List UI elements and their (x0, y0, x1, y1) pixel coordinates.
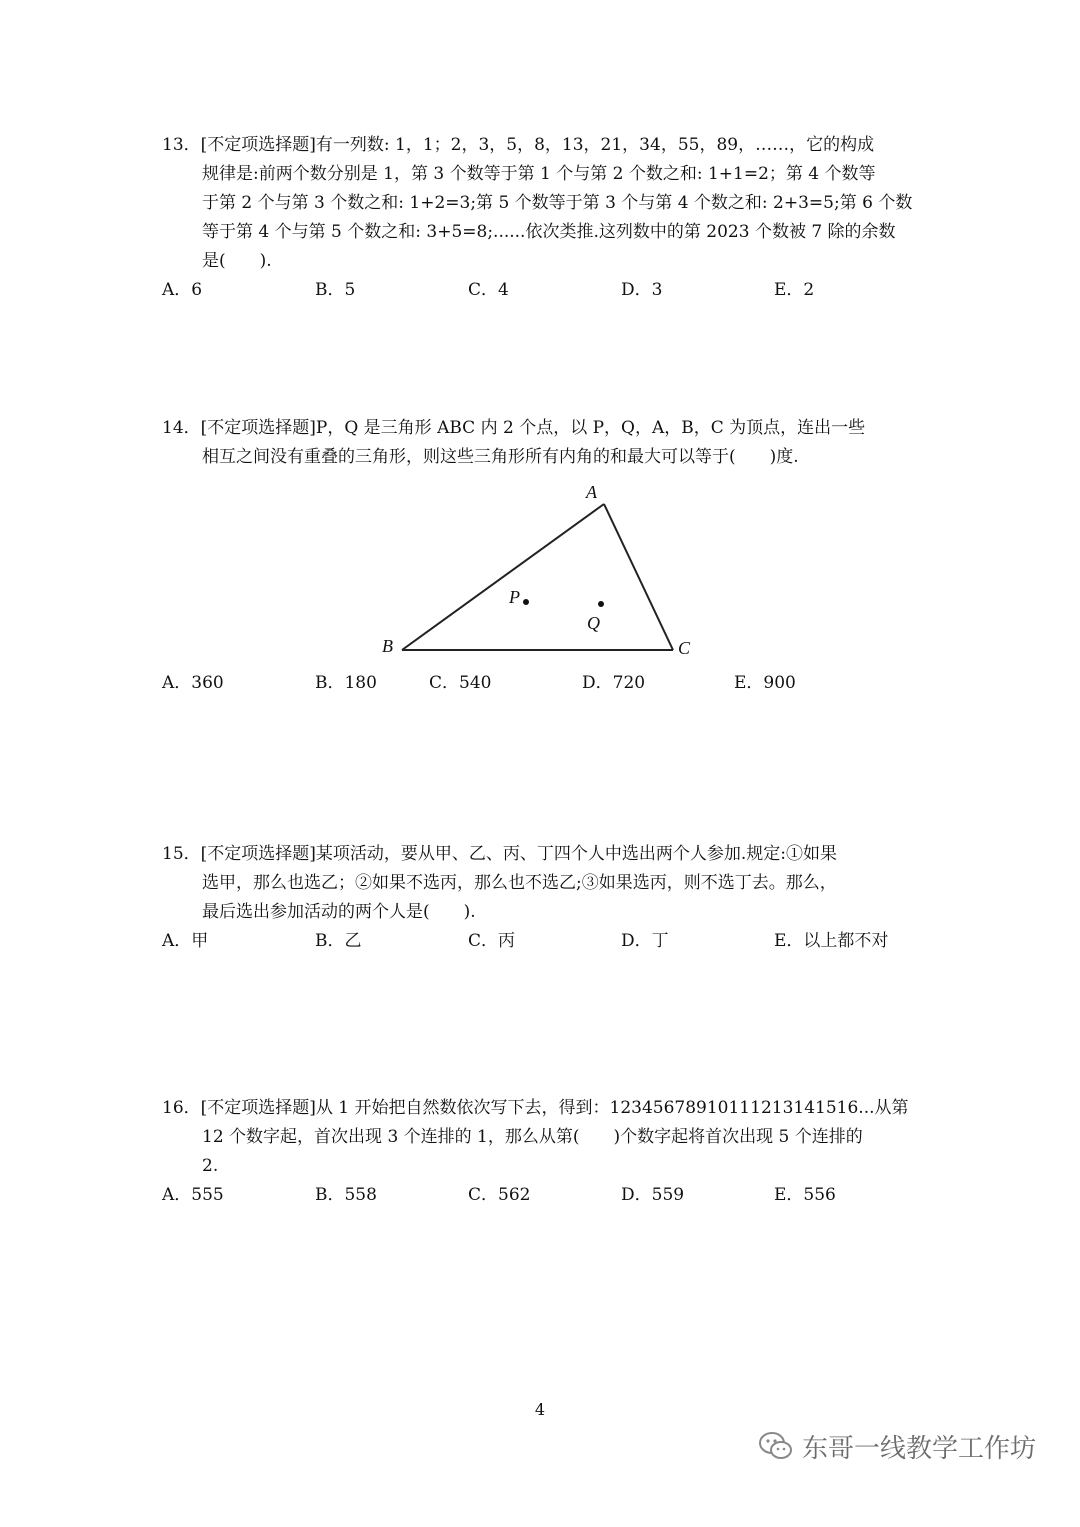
question-13-option-c[interactable]: C．4 (468, 280, 509, 300)
question-15-option-e[interactable]: E．以上都不对 (774, 931, 889, 951)
question-15-line-2: 选甲，那么也选乙；②如果不选丙，那么也不选乙;③如果选丙，则不选丁去。那么， (202, 873, 837, 893)
question-13-line-2: 规律是:前两个数分别是 1，第 3 个数等于第 1 个与第 2 个数之和: 1+1=2；第 4 个数等 (202, 164, 876, 184)
question-15-option-d[interactable]: D．丁 (621, 931, 669, 951)
question-14-options-wrap (162, 669, 922, 698)
question-13-option-a[interactable]: A．6 (162, 280, 203, 300)
watermark (758, 1428, 1036, 1464)
label-q: Q (587, 613, 600, 633)
question-16-option-e[interactable]: E．556 (774, 1185, 836, 1205)
question-16-line-2: 12 个数字起，首次出现 3 个连排的 1，那么从第( )个数字起将首次出现 5 个连排的 (202, 1127, 863, 1147)
question-13 (162, 131, 922, 305)
question-13-option-d[interactable]: D．3 (621, 280, 663, 300)
question-16 (162, 1094, 922, 1210)
question-15 (162, 840, 922, 956)
question-16-option-c[interactable]: C．562 (468, 1185, 531, 1205)
question-13-options (162, 276, 922, 305)
question-15-option-b[interactable]: B．乙 (315, 931, 362, 951)
question-14-option-b[interactable]: B．180 (315, 673, 377, 693)
label-a: A (586, 482, 597, 502)
question-14-option-c[interactable]: C．540 (429, 673, 492, 693)
question-13-line-3: 于第 2 个与第 3 个数之和: 1+2=3;第 5 个数等于第 3 个与第 4 个数之和: 2+3=5;第 6 个数 (202, 193, 913, 213)
question-15-options (162, 927, 922, 956)
question-14-option-d[interactable]: D．720 (582, 673, 646, 693)
question-15-option-c[interactable]: C．丙 (468, 931, 516, 951)
question-15-line-3: 最后选出参加活动的两个人是( ). (202, 902, 476, 922)
edge-ab (402, 504, 604, 650)
question-16-option-d[interactable]: D．559 (621, 1185, 685, 1205)
question-16-option-a[interactable]: A．555 (162, 1185, 224, 1205)
question-13-option-e[interactable]: E．2 (774, 280, 815, 300)
question-15-option-a[interactable]: A．甲 (162, 931, 209, 951)
question-14 (162, 414, 922, 472)
question-13-line-1: 13．[不定项选择题]有一列数: 1，1；2，3，5，8，13，21，34，55，89，……，它的构成 (162, 135, 875, 155)
triangle-figure (370, 476, 710, 666)
question-14-options (162, 669, 922, 698)
question-14-line-2: 相互之间没有重叠的三角形，则这些三角形所有内角的和最大可以等于( )度. (202, 447, 799, 467)
label-b: B (382, 636, 393, 656)
question-16-line-1: 16．[不定项选择题]从 1 开始把自然数依次写下去，得到：12345678910111213141516...从第 (162, 1098, 909, 1118)
question-14-option-e[interactable]: E．900 (734, 673, 796, 693)
label-p: P (509, 587, 520, 607)
watermark-text: 东哥一线教学工作坊 (802, 1433, 1037, 1464)
question-13-line-5: 是( ). (202, 251, 272, 271)
question-16-line-3: 2. (202, 1156, 219, 1176)
question-15-line-1: 15．[不定项选择题]某项活动，要从甲、乙、丙、丁四个人中选出两个人参加.规定:①如果 (162, 844, 838, 864)
point-p (523, 599, 529, 605)
page-number: 4 (534, 1400, 546, 1419)
question-14-line-1: 14．[不定项选择题]P，Q 是三角形 ABC 内 2 个点，以 P，Q，A，B，C 为顶点，连出一些 (162, 418, 866, 438)
question-13-line-4: 等于第 4 个与第 5 个数之和: 3+5=8;......依次类推.这列数中的第 2023 个数被 7 除的余数 (202, 222, 896, 242)
point-q (598, 601, 604, 607)
question-16-option-b[interactable]: B．558 (315, 1185, 377, 1205)
question-14-option-a[interactable]: A．360 (162, 673, 224, 693)
question-13-option-b[interactable]: B．5 (315, 280, 356, 300)
edge-ac (604, 504, 673, 650)
question-16-options (162, 1181, 922, 1210)
wechat-icon (758, 1430, 794, 1462)
label-c: C (678, 638, 691, 658)
